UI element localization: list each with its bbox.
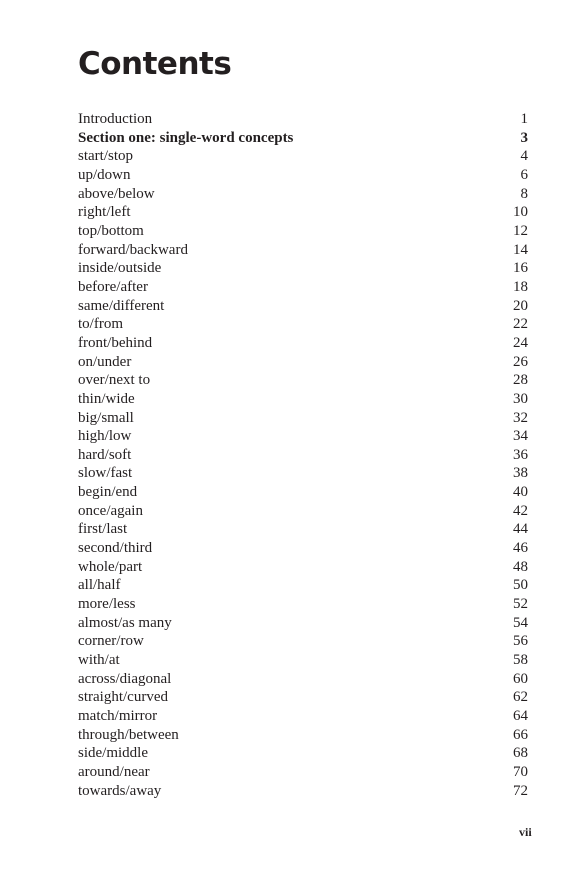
toc-entry-label: top/bottom — [78, 222, 144, 239]
toc-entry — [78, 427, 528, 446]
toc-entry-label: towards/away — [78, 782, 162, 799]
toc-entry — [78, 353, 528, 372]
toc-page-number: 62 — [513, 689, 528, 706]
toc-entry-label: front/behind — [78, 334, 153, 351]
toc-entry-label: corner/row — [78, 633, 144, 650]
toc-entry-label: to/from — [78, 316, 123, 333]
toc-entry-label: inside/outside — [78, 260, 162, 277]
toc-page-number: 44 — [513, 521, 528, 538]
toc-entry-label: all/half — [78, 577, 121, 594]
toc-entry — [78, 446, 528, 465]
toc-entry-label: straight/curved — [78, 689, 168, 706]
toc-page-number: 3 — [520, 129, 528, 146]
toc-page-number: 36 — [513, 446, 528, 463]
toc-entry — [78, 390, 528, 409]
toc-entry-label: side/middle — [78, 745, 148, 762]
toc-entry — [78, 203, 528, 222]
toc-entry — [78, 614, 528, 633]
toc-page-number: 14 — [513, 241, 528, 258]
toc-page-number: 66 — [513, 726, 528, 743]
toc-page-number: 40 — [513, 484, 528, 501]
toc-page-number: 26 — [513, 353, 528, 370]
page-number-folio: vii — [519, 825, 532, 839]
toc-entry-label: forward/backward — [78, 241, 188, 258]
toc-page-number: 72 — [513, 782, 528, 799]
toc-page-number: 56 — [513, 633, 528, 650]
toc-page-number: 46 — [513, 540, 528, 557]
toc-entry — [78, 464, 528, 483]
toc-page-number: 68 — [513, 745, 528, 762]
toc-entry — [78, 147, 528, 166]
toc-entry-label: Section one: single-word concepts — [78, 129, 294, 146]
toc-entry-label: match/mirror — [78, 708, 158, 724]
toc-page-number: 64 — [513, 708, 528, 724]
toc-entry — [78, 259, 528, 278]
toc-entry — [78, 483, 528, 502]
toc-entry — [78, 744, 528, 763]
toc-page-number: 32 — [513, 409, 528, 426]
toc-page-number: 28 — [513, 372, 528, 389]
toc-page-number: 52 — [513, 596, 528, 613]
toc-entry-label: hard/soft — [78, 446, 132, 463]
toc-entry-label: through/between — [78, 726, 179, 743]
toc-entry — [78, 539, 528, 558]
toc-entry — [78, 110, 528, 129]
toc-entry-label: almost/as many — [78, 614, 172, 631]
toc-entry-label: begin/end — [78, 484, 138, 501]
toc-section-heading — [78, 129, 528, 148]
toc-entry — [78, 502, 528, 521]
toc-entry-label: big/small — [78, 409, 134, 426]
toc-entry — [78, 670, 528, 689]
toc-page-number: 60 — [513, 670, 528, 687]
toc-entry-label: whole/part — [78, 558, 143, 575]
toc-entry — [78, 166, 528, 185]
toc-entry-label: above/below — [78, 185, 155, 202]
toc-page-number: 22 — [513, 316, 528, 333]
toc-page-number: 4 — [520, 148, 528, 165]
toc-entry-label: high/low — [78, 428, 132, 445]
toc-entry — [78, 297, 528, 316]
toc-entry-label: same/different — [78, 297, 165, 314]
toc-entry — [78, 632, 528, 651]
toc-entry — [78, 558, 528, 577]
toc-page-number: 1 — [520, 111, 528, 127]
toc-page-number: 12 — [513, 222, 528, 239]
toc-entry — [78, 782, 528, 801]
toc-page-number: 8 — [520, 185, 528, 202]
toc-entry — [78, 278, 528, 297]
toc-entry-label: with/at — [78, 652, 120, 669]
toc-entry — [78, 520, 528, 539]
toc-entry-label: start/stop — [78, 148, 133, 165]
toc-entry — [78, 688, 528, 707]
toc-entry-label: over/next to — [78, 372, 151, 389]
toc-page-number: 20 — [513, 297, 528, 314]
toc-page-number: 6 — [520, 166, 528, 183]
toc-entry — [78, 222, 528, 241]
toc-entry — [78, 707, 528, 726]
toc-entry — [78, 185, 528, 204]
toc-page-number: 18 — [513, 278, 528, 295]
toc-entry-label: right/left — [78, 204, 131, 221]
toc-entry-label: across/diagonal — [78, 670, 172, 687]
toc-page-number: 34 — [513, 428, 528, 445]
toc-page-number: 50 — [513, 577, 528, 594]
toc-entry — [78, 241, 528, 260]
table-of-contents — [78, 110, 528, 800]
toc-page-number: 70 — [513, 763, 528, 780]
toc-page-number: 38 — [513, 465, 528, 482]
toc-entry-label: before/after — [78, 278, 148, 295]
toc-entry-label: up/down — [78, 166, 131, 183]
toc-page-number: 48 — [513, 558, 528, 575]
page-title: Contents — [78, 46, 232, 82]
toc-entry-label: second/third — [78, 540, 153, 557]
toc-entry-label: more/less — [78, 596, 136, 613]
toc-page-number: 42 — [513, 502, 528, 519]
toc-entry-label: Introduction — [78, 111, 153, 127]
toc-page-number: 10 — [513, 204, 528, 221]
toc-entry — [78, 315, 528, 334]
toc-page-number: 58 — [513, 652, 528, 669]
toc-entry — [78, 576, 528, 595]
toc-entry-label: thin/wide — [78, 390, 135, 407]
toc-entry — [78, 595, 528, 614]
toc-entry-label: around/near — [78, 763, 150, 780]
toc-page-number: 54 — [513, 614, 528, 631]
toc-page-number: 30 — [513, 390, 528, 407]
toc-page-number: 24 — [513, 334, 528, 351]
toc-entry — [78, 334, 528, 353]
toc-entry-label: first/last — [78, 521, 128, 538]
toc-entry — [78, 651, 528, 670]
toc-entry — [78, 409, 528, 428]
toc-entry — [78, 371, 528, 390]
toc-entry-label: once/again — [78, 502, 143, 519]
toc-page-number: 16 — [513, 260, 528, 277]
toc-entry-label: slow/fast — [78, 465, 133, 482]
toc-entry — [78, 763, 528, 782]
toc-entry-label: on/under — [78, 353, 132, 370]
toc-entry — [78, 726, 528, 745]
